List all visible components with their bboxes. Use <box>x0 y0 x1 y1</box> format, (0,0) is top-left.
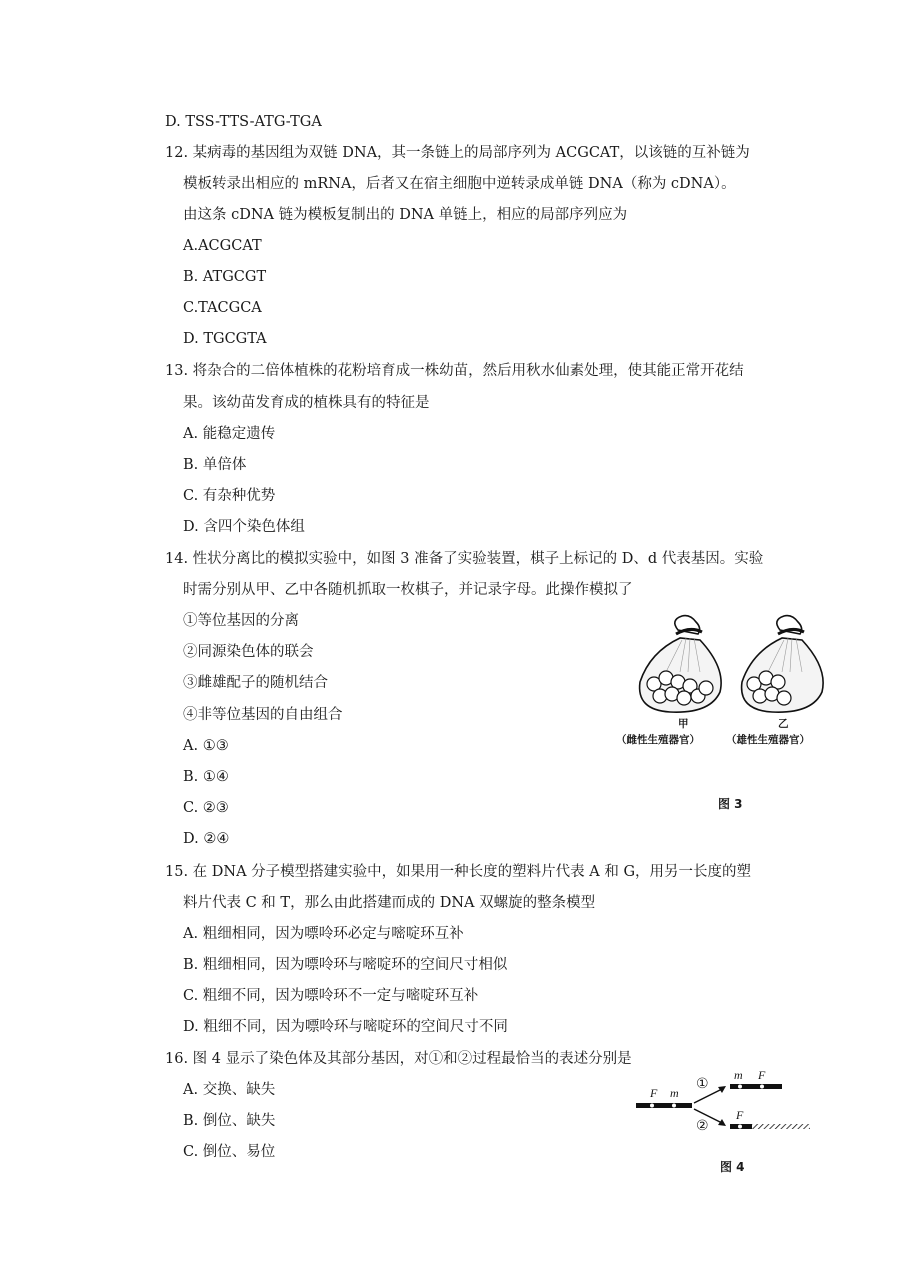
chromosome-after-process-1 <box>730 1084 782 1089</box>
gene-F-label: F <box>650 1086 658 1100</box>
q13-stem-line2: 果。该幼苗发育成的植株具有的特征是 <box>183 395 430 411</box>
q15-option-c: C. 粗细不同，因为嘌呤环不一定与嘧啶环互补 <box>183 988 479 1004</box>
q16-stem: 16. 图 4 显示了染色体及其部分基因，对①和②过程最恰当的表述分别是 <box>165 1051 632 1067</box>
figure-4-caption: 图 4 <box>720 1160 745 1174</box>
q12-option-c: C.TACGCA <box>183 300 262 316</box>
q16-option-a: A. 交换、缺失 <box>183 1082 276 1098</box>
bag-yi-icon <box>742 616 824 713</box>
bag1-sublabel: （雌性生殖器官） <box>616 734 700 746</box>
bag1-label: 甲 <box>678 718 689 730</box>
q12-option-b: B. ATGCGT <box>183 269 267 285</box>
q14-stem-line1: 14. 性状分离比的模拟实验中，如图 3 准备了实验装置，棋子上标记的 D、d 代表基因。实验 <box>165 551 764 567</box>
q11-option-d: D. TSS-TTS-ATG-TGA <box>165 114 322 130</box>
q15-option-d: D. 粗细不同，因为嘌呤环与嘧啶环的空间尺寸不同 <box>183 1019 508 1035</box>
bag2-label: 乙 <box>778 718 789 730</box>
q14-stem-line2: 时需分别从甲、乙中各随机抓取一枚棋子，并记录字母。此操作模拟了 <box>183 582 633 598</box>
q15-option-a: A. 粗细相同，因为嘌呤环必定与嘧啶环互补 <box>183 926 464 942</box>
q12-option-a: A.ACGCAT <box>183 238 262 254</box>
q16-option-c: C. 倒位、易位 <box>183 1144 276 1160</box>
q14-item-3: ③雌雄配子的随机结合 <box>183 675 328 691</box>
process-1-marker: ① <box>696 1076 709 1092</box>
figure-3-caption: 图 3 <box>718 797 743 811</box>
q12-option-d: D. TGCGTA <box>183 331 267 347</box>
result2-gene-F-label: F <box>736 1108 744 1122</box>
result1-gene-m-label: m <box>734 1068 743 1082</box>
q13-option-a: A. 能稳定遗传 <box>183 426 276 442</box>
figure-3 <box>610 612 830 812</box>
bag2-sublabel: （雄性生殖器官） <box>726 734 810 746</box>
q13-option-c: C. 有杂种优势 <box>183 488 276 504</box>
result1-gene-F-label: F <box>758 1068 766 1082</box>
q15-stem-line2: 料片代表 C 和 T，那么由此搭建而成的 DNA 双螺旋的整条模型 <box>183 895 596 911</box>
q14-option-d: D. ②④ <box>183 831 230 847</box>
process-2-marker: ② <box>696 1118 709 1134</box>
q15-stem-line1: 15. 在 DNA 分子模型搭建实验中，如果用一种长度的塑料片代表 A 和 G，用另一长度的塑 <box>165 864 752 880</box>
q14-option-a: A. ①③ <box>183 738 229 754</box>
q16-option-b: B. 倒位、缺失 <box>183 1113 276 1129</box>
figure-4 <box>630 1070 820 1180</box>
q13-option-d: D. 含四个染色体组 <box>183 519 305 535</box>
original-chromosome <box>636 1103 692 1108</box>
q14-option-b: B. ①④ <box>183 769 229 785</box>
chromosome-diagram <box>630 1070 820 1150</box>
gene-m-label: m <box>670 1086 679 1100</box>
gene-bags-illustration <box>610 612 830 722</box>
q15-option-b: B. 粗细相同，因为嘌呤环与嘧啶环的空间尺寸相似 <box>183 957 508 973</box>
q13-option-b: B. 单倍体 <box>183 457 247 473</box>
q12-stem-line3: 由这条 cDNA 链为模板复制出的 DNA 单链上，相应的局部序列应为 <box>183 207 628 223</box>
q14-item-1: ①等位基因的分离 <box>183 613 299 629</box>
q13-stem-line1: 13. 将杂合的二倍体植株的花粉培育成一株幼苗，然后用秋水仙素处理，使其能正常开花结 <box>165 363 744 379</box>
q12-stem-line2: 模板转录出相应的 mRNA，后者又在宿主细胞中逆转录成单链 DNA（称为 cDNA）。 <box>183 176 736 192</box>
bag-jia-icon <box>640 616 722 713</box>
q12-stem-line1: 12. 某病毒的基因组为双链 DNA，其一条链上的局部序列为 ACGCAT，以该链的互补链为 <box>165 145 750 161</box>
q14-option-c: C. ②③ <box>183 800 229 816</box>
q14-item-2: ②同源染色体的联会 <box>183 644 314 660</box>
q14-item-4: ④非等位基因的自由组合 <box>183 707 343 723</box>
